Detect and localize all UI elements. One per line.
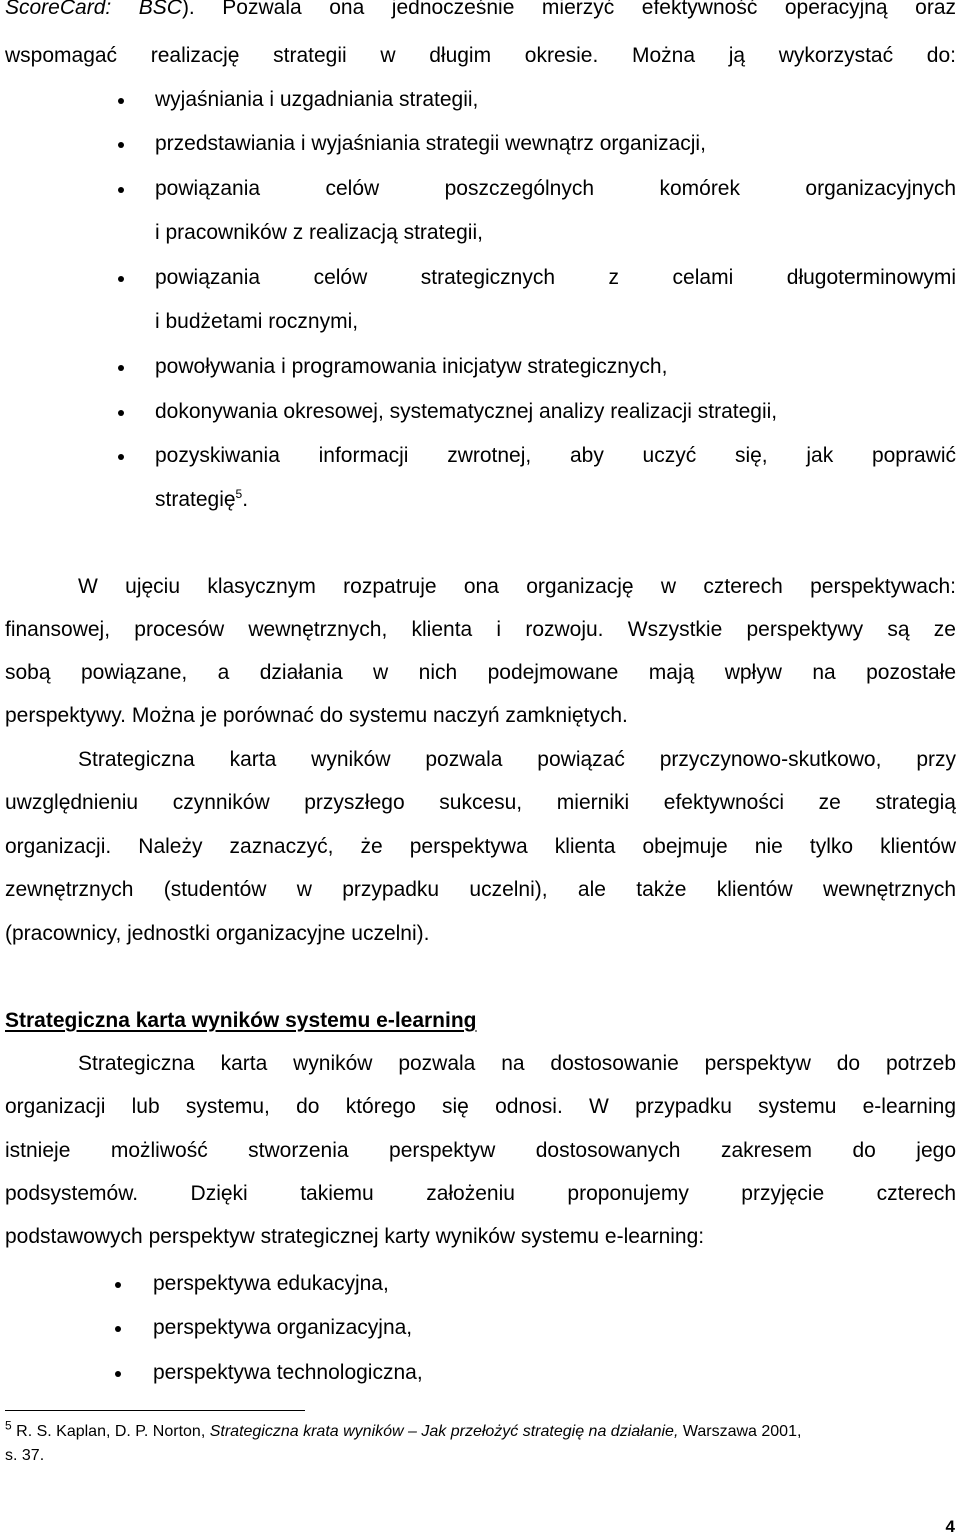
footnote-number: 5	[5, 1418, 12, 1433]
paragraph-line: finansowej, procesów wewnętrznych, klienta i rozwoju. Wszystkie perspektywy są ze	[5, 618, 956, 641]
list-item: powiązania celów poszczególnych komórek organizacyjnych	[155, 177, 956, 200]
paragraph-line: organizacji. Należy zaznaczyć, że perspektywa klienta obejmuje nie tylko klientów	[5, 835, 956, 858]
page-number: 4	[945, 1517, 955, 1536]
list-item: dokonywania okresowej, systematycznej analizy realizacji strategii,	[155, 400, 778, 423]
section-heading: Strategiczna karta wyników systemu e-learning	[5, 1009, 477, 1032]
list-item: wyjaśniania i uzgadniania strategii,	[155, 88, 479, 111]
list-item-continuation: i budżetami rocznymi,	[155, 310, 359, 333]
bullet-icon	[115, 1326, 121, 1332]
list-item-text: strategię	[155, 488, 236, 511]
footnote-reference: 5	[235, 487, 243, 501]
intro-line-1	[5, 0, 956, 21]
paragraph-line: (pracownicy, jednostki organizacyjne uczelni).	[5, 922, 430, 945]
list-item: przedstawiania i wyjaśniania strategii wewnątrz organizacji,	[155, 132, 706, 155]
bullet-icon	[118, 187, 124, 193]
bullet-icon	[118, 410, 124, 416]
intro-line-2: wspomagać realizację strategii w długim okresie. Można ją wykorzystać do:	[5, 44, 956, 67]
list-item: perspektywa organizacyjna,	[153, 1316, 413, 1339]
paragraph-line: zewnętrznych (studentów w przypadku uczelni), ale także klientów wewnętrznych	[5, 878, 956, 901]
footnote-publisher: Warszawa 2001,	[678, 1423, 802, 1440]
bullet-icon	[115, 1371, 121, 1377]
list-item-continuation: i pracowników z realizacją strategii,	[155, 221, 483, 244]
paragraph-line: podsystemów. Dzięki takiemu założeniu proponujemy przyjęcie czterech	[5, 1182, 956, 1205]
footnote-separator	[5, 1410, 305, 1411]
bullet-icon	[118, 454, 124, 460]
bullet-icon	[118, 365, 124, 371]
bullet-icon	[118, 142, 124, 148]
intro-italic: ScoreCard: BSC	[5, 0, 182, 19]
intro-line-1-text: ). Pozwala ona jednocześnie mierzyć efektywność operacyjną oraz	[181, 0, 956, 19]
footnote-line-2: s. 37.	[5, 1447, 45, 1464]
list-item: perspektywa technologiczna,	[153, 1361, 423, 1384]
paragraph-line: sobą powiązane, a działania w nich podejmowane mają wpływ na pozostałe	[5, 661, 956, 684]
list-item: powiązania celów strategicznych z celami długoterminowymi	[155, 266, 956, 289]
paragraph-line: uwzględnieniu czynników przyszłego sukcesu, mierniki efektywności ze strategią	[5, 791, 956, 814]
list-item: powoływania i programowania inicjatyw strategicznych,	[155, 355, 668, 378]
list-item: perspektywa edukacyjna,	[153, 1272, 389, 1295]
list-item-continuation: strategię$^5$.	[155, 487, 249, 511]
bullet-icon	[118, 276, 124, 282]
footnote	[5, 1418, 802, 1443]
paragraph-line: istnieje możliwość stworzenia perspektyw dostosowanych zakresem do jego	[5, 1139, 956, 1162]
bullet-icon	[118, 98, 124, 104]
paragraph-line: perspektywy. Można je porównać do systemu naczyń zamkniętych.	[5, 704, 628, 727]
paragraph-line: organizacji lub systemu, do którego się odnosi. W przypadku systemu e-learning	[5, 1095, 956, 1118]
paragraph-line: W ujęciu klasycznym rozpatruje ona organizację w czterech perspektywach:	[78, 575, 956, 598]
paragraph-line: Strategiczna karta wyników pozwala powiązać przyczynowo-skutkowo, przy	[78, 748, 956, 771]
footnote-title: Strategiczna krata wyników – Jak przełożyć strategię na działanie,	[209, 1423, 679, 1440]
bullet-icon	[115, 1282, 121, 1288]
footnote-authors: R. S. Kaplan, D. P. Norton,	[11, 1423, 210, 1440]
list-item: pozyskiwania informacji zwrotnej, aby uczyć się, jak poprawić	[155, 444, 956, 467]
paragraph-line: podstawowych perspektyw strategicznej karty wyników systemu e-learning:	[5, 1225, 705, 1248]
paragraph-line: Strategiczna karta wyników pozwala na dostosowanie perspektyw do potrzeb	[78, 1052, 956, 1075]
